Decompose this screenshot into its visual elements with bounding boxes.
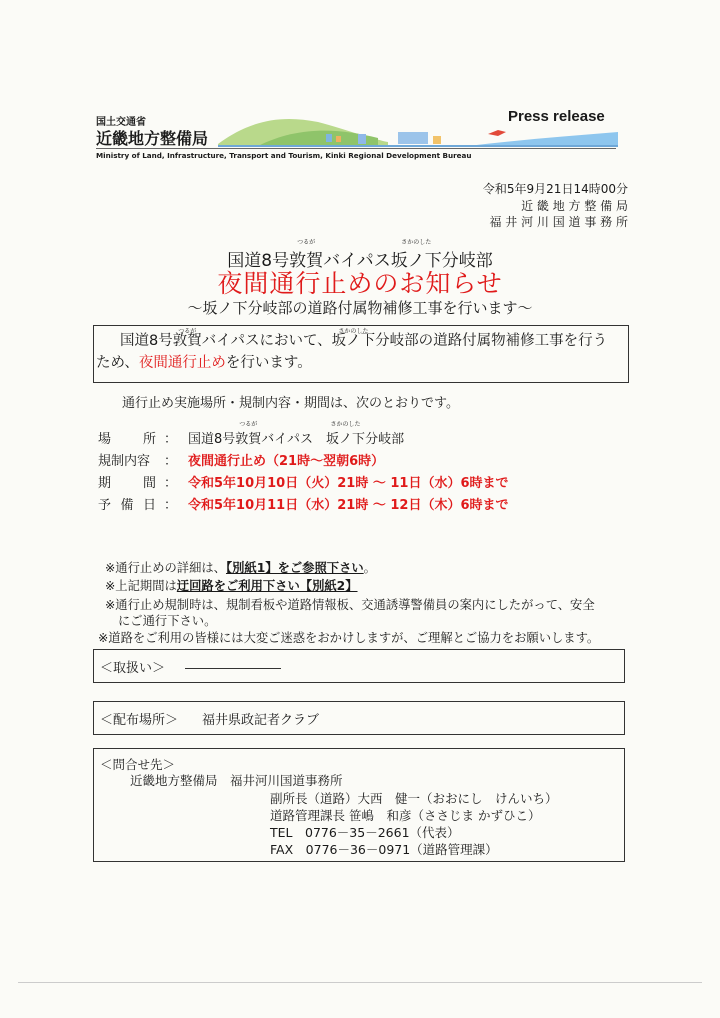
ruby-tsuruga-reading: つるが [178,328,197,335]
colon: ： [164,454,178,469]
detail-place-value: 国道8号 つるが 敦賀バイパス さかのした 坂ノ下分岐部 [188,421,405,447]
bureau-name: 近畿地方整備局 [96,129,209,148]
intro-text: を行います。 [225,355,312,371]
contact-tel: TEL 0776－35－2661（代表） [270,825,460,840]
intro-text: バイパスにおいて、 [201,333,332,349]
detail-reserve-label: 予 備 日 [98,498,156,513]
ruby-tsuruga [173,330,202,352]
ministry-label: 国土交通省 [96,117,146,128]
ruby-tsuruga: つるが 敦賀 [235,421,262,447]
ruby-sakanoshita: さかのした 坂ノ下 [326,421,366,447]
detail-reserve-value: 令和5年10月11日（水）21時 ～ 12日（木）6時まで [188,498,509,513]
detail-regulation-label: 規制内容 [98,454,151,469]
detail-period-value: 令和5年10月10日（火）21時 ～ 11日（水）6時まで [188,476,509,491]
note-1: ※通行止めの詳細は、【別紙1】をご参照下さい。 [105,561,376,575]
note-4: ※道路をご利用の皆様には大変ご迷惑をおかけしますが、ご理解とご協力をお願いします。 [98,631,600,645]
contact-label: ＜問合せ先＞ [100,757,176,772]
press-release-label: Press release [508,108,605,125]
colon: ： [164,432,178,447]
distribution-value: 福井県政記者クラブ [202,713,320,728]
detail-regulation-value: 夜間通行止め（21時～翌朝6時） [188,454,385,469]
contact-person-2: 道路管理課長 笹嶋 和彦（ささじま かずひこ） [270,808,541,823]
intro-text: 国道8号 [120,333,173,349]
ruby-tsuruga-reading: つるが [297,239,316,246]
distribution-label: ＜配布場所＞ [100,713,179,728]
contact-fax: FAX 0776－36－0971（道路管理課） [270,842,498,857]
ruby-sakanoshita-reading: さかのした [330,421,361,428]
issuer-bureau: 近 畿 地 方 整 備 局 [521,199,628,213]
title-route-text: 国道8号 [227,251,290,271]
note-3-cont: にご通行下さい。 [118,614,217,628]
detail-place-label: 場 所 [98,432,156,447]
intro-box [93,325,629,383]
note-1-reference: 【別紙1】をご参照下さい [225,561,364,575]
intro-line-2 [96,352,312,374]
header-rule [96,148,616,149]
contact-org: 近畿地方整備局 福井河川国道事務所 [130,773,343,788]
main-title: 夜間通行止めのお知らせ [217,269,503,298]
ruby-tsuruga-base: 敦賀 [289,251,324,271]
handling-box [93,649,625,683]
details-lead: 通行止め実施場所・規制内容・期間は、次のとおりです。 [122,396,459,411]
issuer-office: 福 井 河 川 国 道 事 務 所 [489,215,628,229]
detail-period-label: 期 間 [98,476,156,491]
distribution-box [93,701,625,735]
ruby-tsuruga-base: 敦賀 [172,333,202,349]
ruby-sakanoshita-base: 坂ノ下 [390,251,442,271]
ruby-sakanoshita-reading: さかのした [338,328,369,335]
intro-closure-highlight: 夜間通行止め [138,355,226,371]
ministry-english-name: Ministry of Land, Infrastructure, Transport and Tourism, Kinki Regional Development Bureau [96,151,472,160]
intro-text: ため、 [96,355,139,371]
intro-line-1 [120,330,607,352]
page-bottom-rule [18,982,702,983]
intro-text: 分岐部の道路付属物補修工事を行う [375,333,608,349]
ruby-tsuruga-reading: つるが [239,421,258,428]
ruby-sakanoshita [332,330,376,352]
contact-box [93,748,625,862]
note-2: ※上記期間は迂回路をご利用下さい【別紙2】 [105,579,358,593]
title-route-text: 分岐部 [441,251,493,271]
subtitle: ～坂ノ下分岐部の道路付属物補修工事を行います～ [187,299,533,317]
issue-date: 令和5年9月21日14時00分 [482,182,628,196]
note-2-reference: 迂回路をご利用下さい【別紙2】 [176,579,358,593]
banner-illustration [218,112,618,148]
handling-label: ＜取扱い＞ [100,657,281,676]
colon: ： [164,498,178,513]
contact-person-1: 副所長（道路）大西 健一（おおにし けんいち） [270,791,558,806]
handling-blank-line [185,668,281,669]
note-3: ※通行止め規制時は、規制看板や道路情報板、交通誘導警備員の案内にしたがって、安全 [105,598,595,612]
ruby-sakanoshita-base: 坂ノ下 [331,333,376,349]
colon: ： [164,476,178,491]
ruby-sakanoshita-reading: さかのした [401,239,432,246]
title-route-text: バイパス [323,251,391,271]
